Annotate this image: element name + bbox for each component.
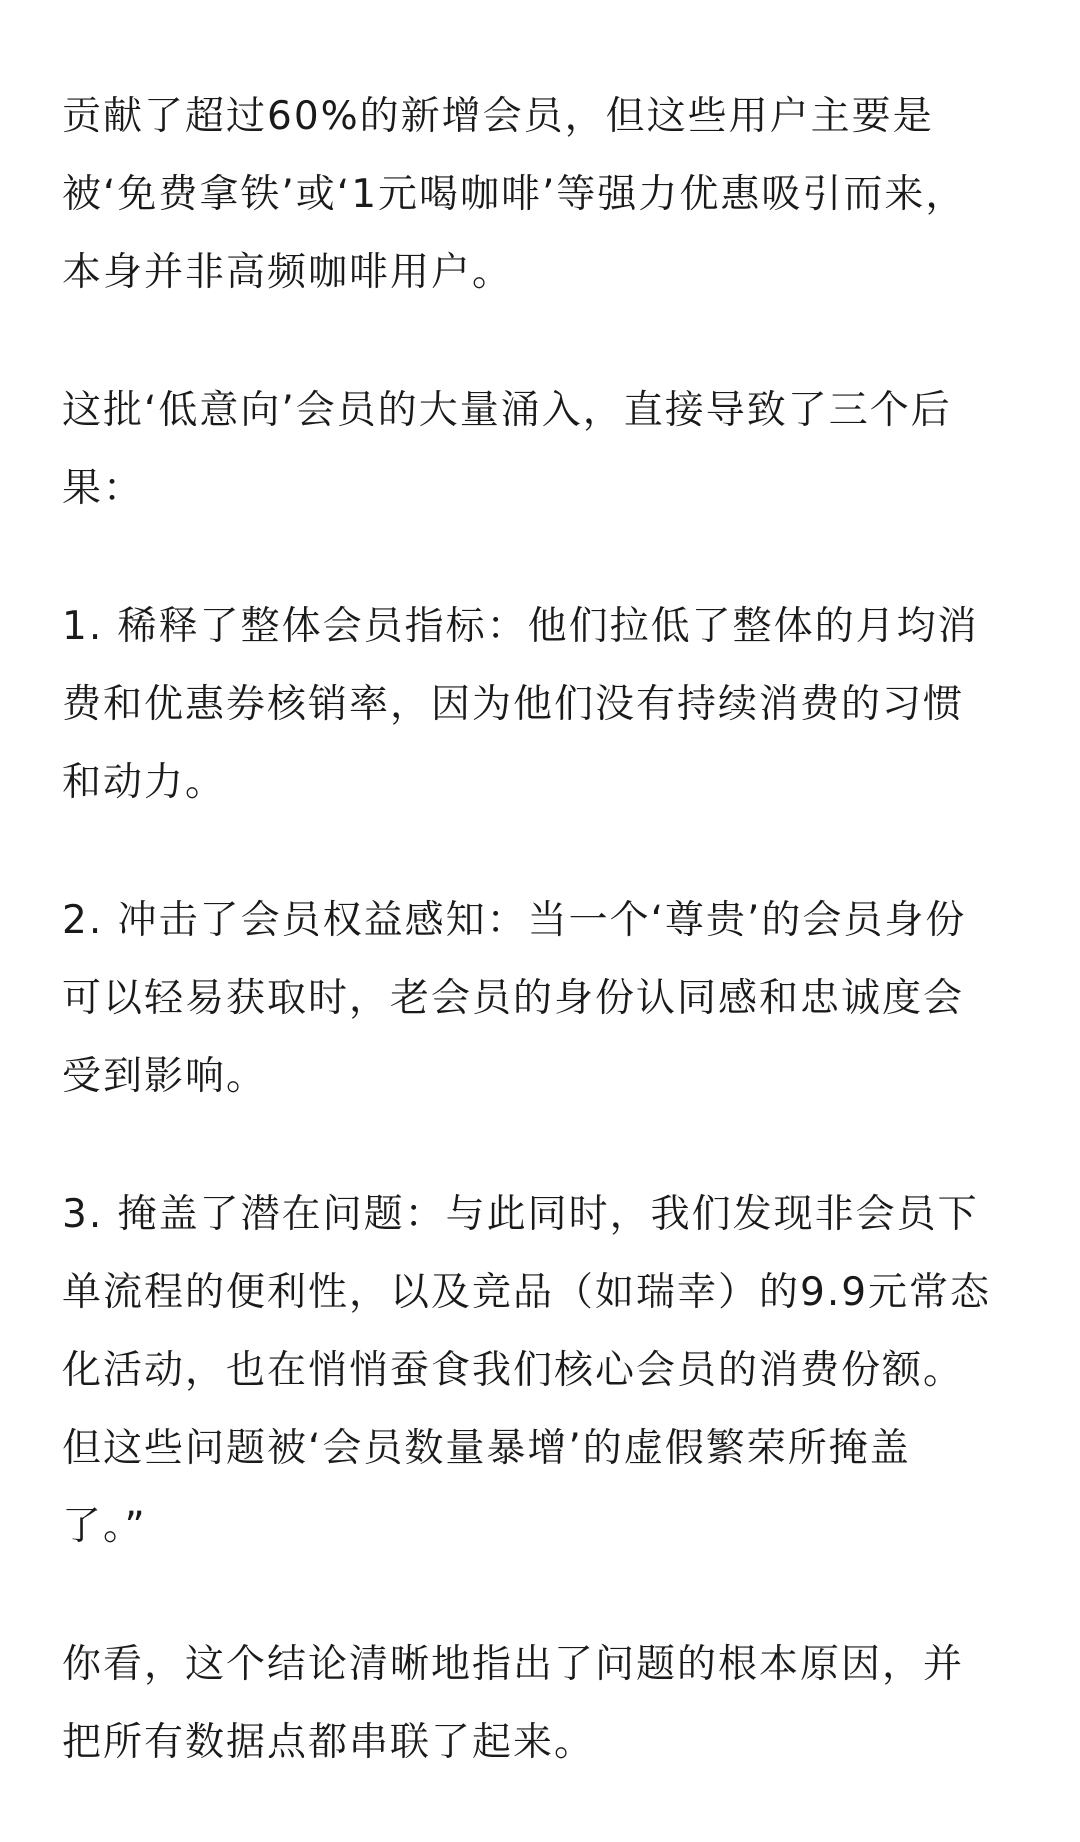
list-item-2-perception (62, 882, 1018, 1116)
text-line: 但这些问题被‘会员数量暴增’的虚假繁荣所掩盖 (62, 1426, 911, 1471)
text-line: 你看，这个结论清晰地指出了问题的根本原因，并 (62, 1642, 965, 1687)
list-item-1-dilution (62, 588, 1018, 822)
text-line: 贡献了超过60%的新增会员，但这些用户主要是 (62, 94, 934, 139)
text-line: 被‘免费拿铁’或‘1元喝咖啡’等强力优惠吸引而来， (62, 172, 967, 217)
text-line: 这批‘低意向’会员的大量涌入，直接导致了三个后 (62, 388, 952, 433)
list-item-3-hidden-problems (62, 1176, 1018, 1566)
text-line: 单流程的便利性，以及竞品（如瑞幸）的9.9元常态 (62, 1270, 992, 1315)
paragraph-conclusion (62, 1626, 1018, 1782)
text-line: 可以轻易获取时，老会员的身份认同感和忠诚度会 (62, 976, 965, 1021)
paragraph-user-contribution (62, 78, 1018, 312)
text-line: 果： (62, 466, 145, 511)
text-line: 3. 掩盖了潜在问题：与此同时，我们发现非会员下 (62, 1192, 979, 1237)
paragraph-consequences-intro (62, 372, 1018, 528)
text-line: 和动力。 (62, 760, 227, 805)
article-body (62, 78, 1018, 1842)
text-line: 2. 冲击了会员权益感知：当一个‘尊贵’的会员身份 (62, 898, 967, 943)
text-line: 本身并非高频咖啡用户。 (62, 250, 514, 295)
text-line: 费和优惠券核销率，因为他们没有持续消费的习惯 (62, 682, 965, 727)
text-line: 了。” (62, 1504, 147, 1549)
text-line: 化活动，也在悄悄蚕食我们核心会员的消费份额。 (62, 1348, 965, 1393)
text-line: 1. 稀释了整体会员指标：他们拉低了整体的月均消 (62, 604, 979, 649)
text-line: 受到影响。 (62, 1054, 268, 1099)
text-line: 把所有数据点都串联了起来。 (62, 1720, 596, 1765)
